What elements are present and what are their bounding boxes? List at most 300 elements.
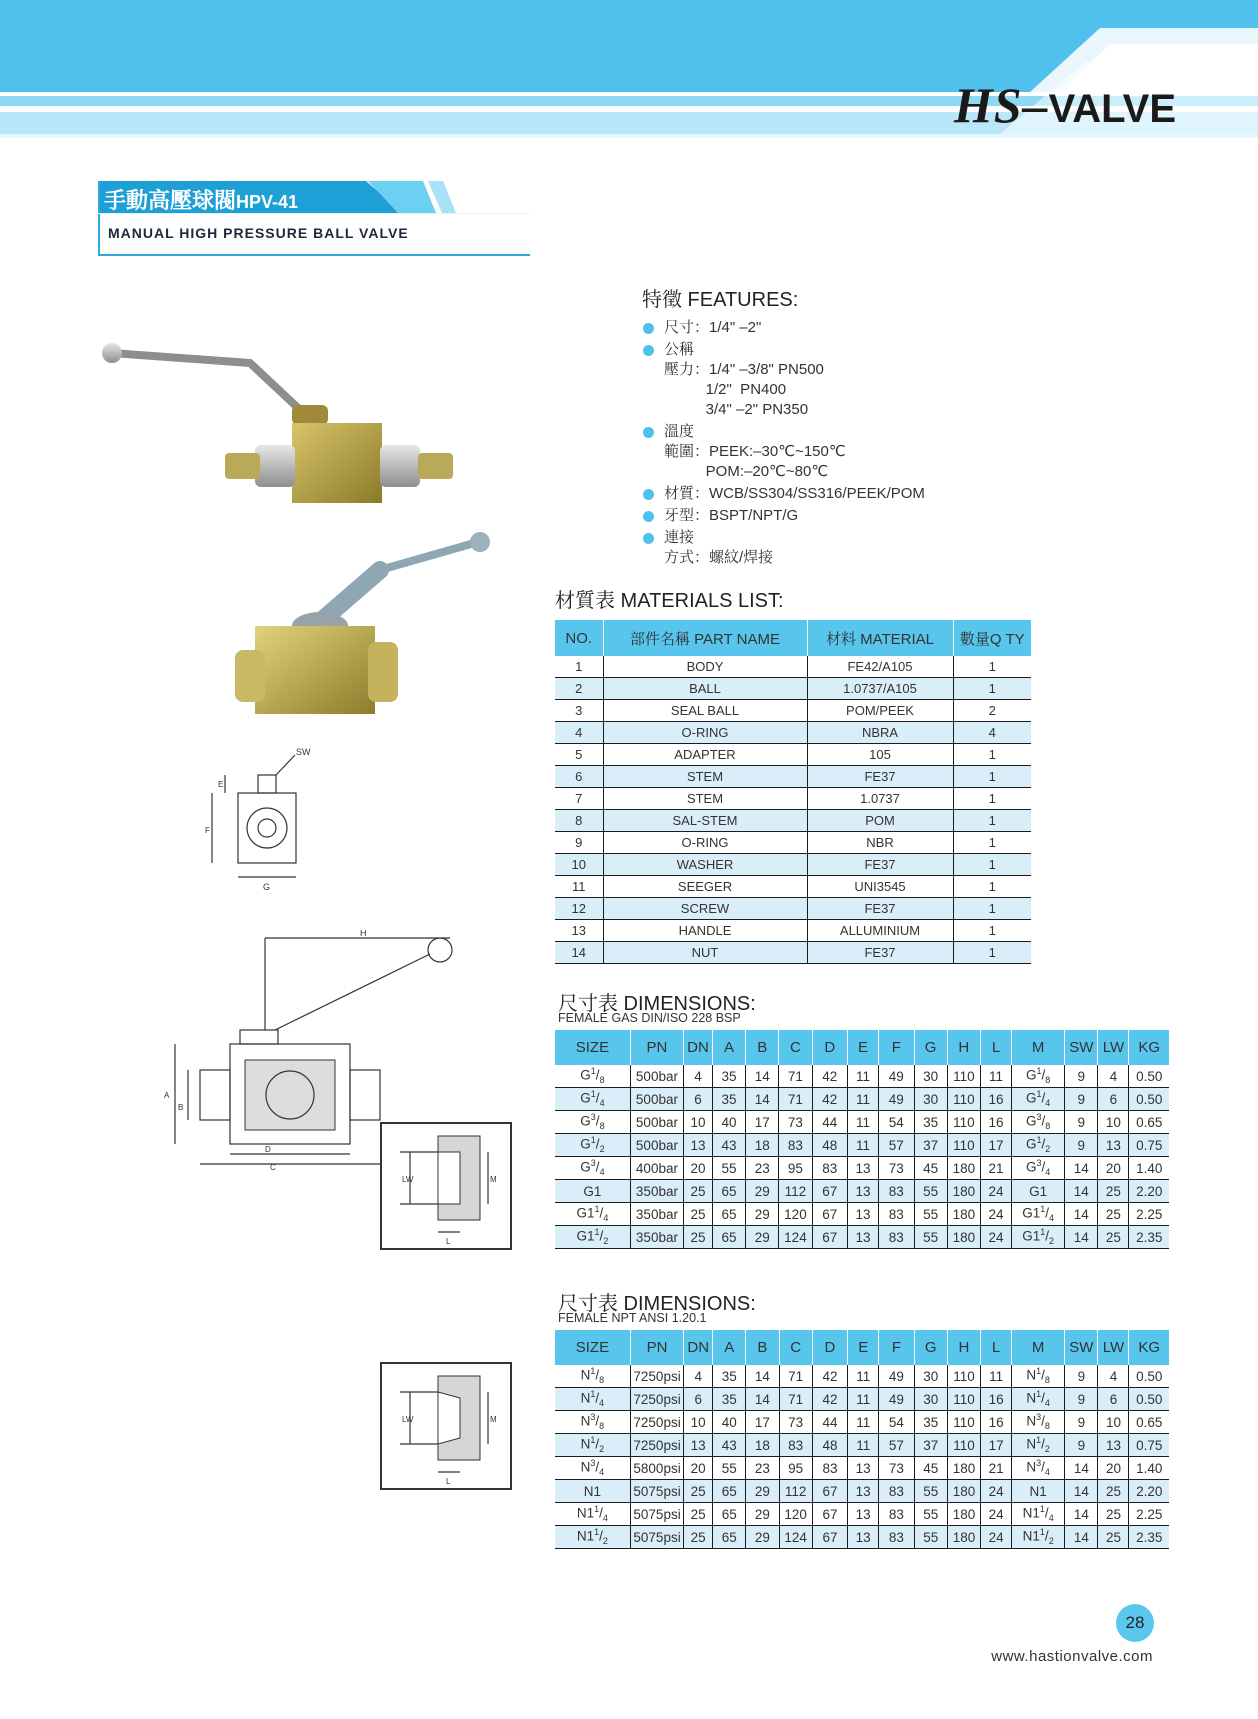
dimensions-cell: 67	[812, 1526, 847, 1549]
dimensions-cell: 24	[981, 1480, 1012, 1503]
dimensions-cell: 25	[684, 1480, 713, 1503]
materials-cell: 14	[555, 942, 603, 964]
dimensions-cell: 71	[779, 1065, 812, 1088]
dimensions-header-cell: L	[981, 1330, 1012, 1365]
dimensions-cell: 25	[1098, 1526, 1129, 1549]
npt-label-l: L	[446, 1477, 451, 1486]
dimensions-cell: 83	[879, 1503, 914, 1526]
dimensions-cell: 0.50	[1129, 1365, 1169, 1388]
dimensions-cell: 25	[1098, 1203, 1129, 1226]
brand-valve: VALVE	[1048, 87, 1176, 131]
dimensions-cell: 25	[1098, 1226, 1129, 1249]
dimensions-cell: 37	[914, 1434, 947, 1457]
dimensions-header-cell: E	[848, 1330, 879, 1365]
bullet-icon	[643, 489, 654, 500]
materials-row	[555, 832, 1031, 854]
features-list	[642, 318, 1062, 568]
dimensions-cell: 20	[1098, 1157, 1129, 1180]
dimensions-cell: 21	[980, 1157, 1011, 1180]
dimensions-cell: 73	[779, 1111, 812, 1134]
dimensions-cell: 83	[879, 1203, 914, 1226]
dimensions-cell: $G^1/_8$	[555, 1065, 630, 1088]
dimensions-cell: 83	[879, 1480, 914, 1503]
dimensions-cell: 110	[947, 1088, 980, 1111]
dimensions-cell: 10	[684, 1111, 713, 1134]
dimensions-cell: $N^1/_2$	[1012, 1434, 1065, 1457]
feature-line: 1/2" PN400	[664, 381, 787, 398]
dimensions-cell: 180	[947, 1180, 980, 1203]
feature-line: 連接	[664, 529, 695, 546]
dimensions-cell: $N1^1/_2$	[1012, 1526, 1065, 1549]
feature-line: 壓力：1/4" –3/8" PN500	[664, 361, 824, 378]
dimensions-header-cell: KG	[1129, 1330, 1169, 1365]
dimensions-cell: 0.75	[1129, 1134, 1169, 1157]
dimensions-cell: 7250psi	[630, 1365, 683, 1388]
dimensions-cell: $G^3/_8$	[1012, 1111, 1065, 1134]
front-view-drawing	[200, 745, 350, 905]
dimensions-cell: 29	[746, 1503, 779, 1526]
dimensions-cell: 2.20	[1129, 1180, 1169, 1203]
dimensions-cell: 9	[1065, 1134, 1098, 1157]
dimensions-cell: 6	[684, 1088, 713, 1111]
dimensions-cell: 29	[746, 1180, 779, 1203]
dimensions-cell: 2.20	[1129, 1480, 1169, 1503]
dimensions-cell: 55	[914, 1480, 947, 1503]
dimensions-bsp-body	[555, 1065, 1169, 1249]
materials-cell: O-RING	[603, 722, 807, 744]
dimensions-cell: 180	[947, 1503, 980, 1526]
dimensions-header-cell: G	[914, 1030, 947, 1065]
ball-valve-photo-2	[230, 530, 500, 730]
dimensions-cell: $G1^1/_2$	[1012, 1226, 1065, 1249]
dimensions-cell: $G^3/_4$	[1012, 1157, 1065, 1180]
dimensions-header-cell: DN	[684, 1030, 713, 1065]
materials-cell: FE37	[807, 942, 953, 964]
materials-header-cell: 部件名稱 PART NAME	[603, 620, 807, 656]
materials-cell: NBR	[807, 832, 953, 854]
dimensions-header-cell: F	[879, 1330, 914, 1365]
dimensions-cell: 13	[684, 1434, 713, 1457]
materials-row	[555, 678, 1031, 700]
dimensions-cell: 25	[684, 1503, 713, 1526]
dimensions-cell: 1.40	[1129, 1157, 1169, 1180]
dimensions-cell: 0.65	[1129, 1411, 1169, 1434]
dimensions-cell: $N^1/_8$	[555, 1365, 630, 1388]
dimensions-cell: 83	[812, 1157, 847, 1180]
dimensions-cell: N1	[555, 1480, 630, 1503]
dimensions-cell: 9	[1065, 1434, 1098, 1457]
dimensions-cell: 110	[947, 1111, 980, 1134]
dimensions-cell: 73	[879, 1457, 914, 1480]
dimensions-header-cell: PN	[630, 1330, 683, 1365]
dimensions-cell: 7250psi	[630, 1434, 683, 1457]
dimensions-cell: 500bar	[630, 1111, 683, 1134]
dimensions-cell: 55	[914, 1226, 947, 1249]
dimensions-cell: 55	[914, 1180, 947, 1203]
dimensions-header-cell: F	[879, 1030, 914, 1065]
dimensions-cell: 2.35	[1129, 1526, 1169, 1549]
dimensions-cell: 49	[879, 1388, 914, 1411]
npt-label-m: M	[490, 1415, 497, 1424]
dimensions-cell: 25	[684, 1203, 713, 1226]
feature-line: 材質：WCB/SS304/SS316/PEEK/POM	[664, 485, 925, 502]
dimensions-cell: 24	[980, 1226, 1011, 1249]
dimensions-cell: 11	[848, 1388, 879, 1411]
dimensions-cell: 4	[684, 1065, 713, 1088]
dimensions-cell: 14	[1065, 1203, 1098, 1226]
dimensions-cell: 25	[684, 1226, 713, 1249]
dimensions-cell: 25	[684, 1526, 713, 1549]
dimensions-row	[555, 1180, 1169, 1203]
dimensions-cell: 110	[947, 1388, 980, 1411]
materials-cell: 1	[953, 898, 1031, 920]
materials-cell: FE37	[807, 766, 953, 788]
bullet-icon	[643, 533, 654, 544]
dimensions-cell: 65	[713, 1480, 746, 1503]
dimensions-cell: 6	[684, 1388, 713, 1411]
dimensions-cell: $N1^1/_4$	[555, 1503, 630, 1526]
dimensions-cell: 55	[712, 1157, 745, 1180]
dimensions-cell: 24	[980, 1203, 1011, 1226]
dimensions-cell: 71	[779, 1365, 812, 1388]
materials-cell: 13	[555, 920, 603, 942]
dimensions-cell: 11	[848, 1434, 879, 1457]
dimensions-cell: 14	[1065, 1157, 1098, 1180]
dimensions-cell: 110	[947, 1434, 980, 1457]
dimensions-npt-title: 尺寸表 DIMENSIONS:	[558, 1293, 756, 1315]
label-sw: SW	[296, 747, 311, 757]
materials-cell: 2	[555, 678, 603, 700]
dimensions-cell: 49	[879, 1065, 914, 1088]
dimensions-cell: 9	[1065, 1088, 1098, 1111]
dimensions-cell: $G^3/_8$	[555, 1111, 630, 1134]
dimensions-cell: 95	[779, 1457, 812, 1480]
materials-header-cell: 材料 MATERIAL	[807, 620, 953, 656]
dimensions-cell: 65	[712, 1180, 745, 1203]
dimensions-cell: 20	[684, 1457, 713, 1480]
dimensions-cell: 180	[947, 1226, 980, 1249]
materials-row	[555, 942, 1031, 964]
dimensions-cell: 180	[947, 1157, 980, 1180]
dimensions-npt-header-row	[555, 1330, 1169, 1365]
materials-cell: HANDLE	[603, 920, 807, 942]
feature-line: 方式：螺紋/焊接	[664, 549, 774, 566]
label-a: A	[164, 1091, 170, 1100]
dimensions-cell: 30	[914, 1388, 947, 1411]
dimensions-cell: 500bar	[630, 1088, 683, 1111]
dimensions-cell: 0.65	[1129, 1111, 1169, 1134]
dimensions-cell: 57	[879, 1134, 914, 1157]
dimensions-cell: 25	[684, 1180, 713, 1203]
dimensions-cell: $G1^1/_4$	[555, 1203, 630, 1226]
dimensions-cell: 5075psi	[630, 1480, 683, 1503]
dimensions-header-cell: A	[713, 1330, 746, 1365]
dimensions-cell: 20	[684, 1157, 713, 1180]
dimensions-cell: 110	[947, 1065, 980, 1088]
dimensions-cell: 10	[1098, 1411, 1129, 1434]
dimensions-cell: 0.50	[1129, 1388, 1169, 1411]
dimensions-cell: $N1^1/_4$	[1012, 1503, 1065, 1526]
feature-line: POM:–20℃~80℃	[664, 463, 829, 480]
materials-cell: 11	[555, 876, 603, 898]
dimensions-row	[555, 1434, 1169, 1457]
dimensions-cell: 11	[980, 1065, 1011, 1088]
dimensions-cell: 83	[812, 1457, 847, 1480]
materials-cell: SAL-STEM	[603, 810, 807, 832]
dimensions-cell: 180	[947, 1526, 980, 1549]
dimensions-cell: 67	[812, 1226, 847, 1249]
label-f: F	[205, 826, 210, 835]
feature-item	[642, 528, 1062, 568]
bullet-icon	[643, 323, 654, 334]
dimensions-cell: 500bar	[630, 1134, 683, 1157]
dimensions-header-cell: D	[812, 1030, 847, 1065]
dimensions-cell: 42	[812, 1065, 847, 1088]
dimensions-cell: $G^1/_8$	[1012, 1065, 1065, 1088]
materials-cell: 10	[555, 854, 603, 876]
dimensions-cell: 14	[1065, 1180, 1098, 1203]
materials-cell: ADAPTER	[603, 744, 807, 766]
dimensions-cell: 13	[848, 1180, 879, 1203]
features-heading: 特徵 FEATURES:	[642, 289, 799, 311]
dimensions-cell: 11	[848, 1365, 879, 1388]
dimensions-cell: 65	[713, 1526, 746, 1549]
dimensions-row	[555, 1157, 1169, 1180]
dimensions-cell: 40	[713, 1411, 746, 1434]
dimensions-cell: 14	[746, 1365, 779, 1388]
dimensions-cell: 14	[1065, 1526, 1098, 1549]
dimensions-cell: 6	[1098, 1388, 1129, 1411]
materials-cell: SEAL BALL	[603, 700, 807, 722]
dimensions-header-cell: KG	[1129, 1030, 1169, 1065]
brand-logo	[954, 76, 1176, 134]
product-model: HPV-41	[236, 192, 299, 212]
dimensions-cell: 65	[712, 1226, 745, 1249]
dimensions-cell: 48	[812, 1134, 847, 1157]
materials-row	[555, 788, 1031, 810]
materials-row	[555, 876, 1031, 898]
dimensions-cell: 11	[848, 1411, 879, 1434]
dimensions-header-cell: LW	[1098, 1330, 1129, 1365]
materials-cell: NUT	[603, 942, 807, 964]
dimensions-cell: 35	[914, 1411, 947, 1434]
dimensions-cell: 5800psi	[630, 1457, 683, 1480]
materials-cell: WASHER	[603, 854, 807, 876]
dimensions-row	[555, 1480, 1169, 1503]
dimensions-cell: $G1^1/_4$	[1012, 1203, 1065, 1226]
materials-cell: STEM	[603, 788, 807, 810]
dimensions-cell: 350bar	[630, 1226, 683, 1249]
dimensions-cell: 14	[1065, 1503, 1098, 1526]
page-number: 28	[1116, 1604, 1154, 1642]
materials-cell: O-RING	[603, 832, 807, 854]
dimensions-cell: 49	[879, 1365, 914, 1388]
dimensions-cell: 350bar	[630, 1203, 683, 1226]
dimensions-cell: 5075psi	[630, 1526, 683, 1549]
dimensions-cell: 29	[746, 1480, 779, 1503]
dimensions-cell: 16	[981, 1388, 1012, 1411]
dimensions-header-cell: LW	[1098, 1030, 1129, 1065]
materials-row	[555, 810, 1031, 832]
dimensions-row	[555, 1203, 1169, 1226]
dimensions-cell: 13	[848, 1503, 879, 1526]
dimensions-cell: 17	[746, 1411, 779, 1434]
dimensions-cell: 73	[879, 1157, 914, 1180]
dimensions-header-cell: M	[1012, 1330, 1065, 1365]
dimensions-cell: 35	[713, 1388, 746, 1411]
materials-cell: 2	[953, 700, 1031, 722]
dimensions-cell: 55	[713, 1457, 746, 1480]
dimensions-cell: 37	[914, 1134, 947, 1157]
dimensions-row	[555, 1503, 1169, 1526]
dimensions-cell: 11	[848, 1065, 879, 1088]
materials-cell: POM/PEEK	[807, 700, 953, 722]
dimensions-cell: 110	[947, 1365, 980, 1388]
brand-hs: HS	[953, 77, 1023, 133]
materials-cell: SEEGER	[603, 876, 807, 898]
dimensions-cell: 57	[879, 1434, 914, 1457]
dimensions-cell: 44	[812, 1111, 847, 1134]
materials-cell: 1	[953, 876, 1031, 898]
dimensions-npt-table	[555, 1330, 1169, 1549]
dimensions-cell: 13	[1098, 1134, 1129, 1157]
materials-cell: FE37	[807, 898, 953, 920]
features-section	[642, 283, 1062, 570]
brand-dash: –	[1022, 77, 1049, 133]
dimensions-cell: 49	[879, 1088, 914, 1111]
dimensions-cell: 95	[779, 1157, 812, 1180]
materials-cell: STEM	[603, 766, 807, 788]
materials-header-cell: NO.	[555, 620, 603, 656]
materials-cell: 1	[555, 656, 603, 678]
dimensions-cell: 124	[779, 1526, 812, 1549]
dimensions-cell: $N^1/_4$	[555, 1388, 630, 1411]
materials-cell: POM	[807, 810, 953, 832]
dimensions-cell: 67	[812, 1503, 847, 1526]
dimensions-row	[555, 1111, 1169, 1134]
dimensions-cell: 4	[684, 1365, 713, 1388]
dimensions-cell: 1.40	[1129, 1457, 1169, 1480]
dimensions-cell: $G^1/_2$	[555, 1134, 630, 1157]
feature-item	[642, 340, 1062, 420]
materials-cell: SCREW	[603, 898, 807, 920]
dimensions-cell: 0.75	[1129, 1434, 1169, 1457]
materials-cell: 1	[953, 854, 1031, 876]
dimensions-cell: 0.50	[1129, 1065, 1169, 1088]
dimensions-cell: 11	[848, 1134, 879, 1157]
dimensions-row	[555, 1088, 1169, 1111]
dimensions-cell: 45	[914, 1457, 947, 1480]
dimensions-bsp-title: 尺寸表 DIMENSIONS:	[558, 993, 756, 1015]
dimensions-cell: 14	[746, 1065, 779, 1088]
dimensions-cell: 9	[1065, 1365, 1098, 1388]
feature-item	[642, 422, 1062, 482]
dimensions-cell: $G^3/_4$	[555, 1157, 630, 1180]
dimensions-cell: $N^1/_8$	[1012, 1365, 1065, 1388]
dimensions-cell: 29	[746, 1226, 779, 1249]
dimensions-cell: 180	[947, 1203, 980, 1226]
dimensions-cell: 0.50	[1129, 1088, 1169, 1111]
dimensions-cell: 13	[1098, 1434, 1129, 1457]
materials-cell: 9	[555, 832, 603, 854]
dimensions-cell: 112	[779, 1180, 812, 1203]
dimensions-cell: 10	[684, 1411, 713, 1434]
dimensions-cell: 24	[981, 1503, 1012, 1526]
materials-row	[555, 722, 1031, 744]
dimensions-cell: N1	[1012, 1480, 1065, 1503]
materials-cell: 1	[953, 920, 1031, 942]
dimensions-cell: 112	[779, 1480, 812, 1503]
materials-row	[555, 656, 1031, 678]
bullet-icon	[643, 511, 654, 522]
dimensions-cell: 180	[947, 1480, 980, 1503]
materials-cell: 6	[555, 766, 603, 788]
dimensions-cell: 30	[914, 1065, 947, 1088]
dimensions-header-cell: L	[980, 1030, 1011, 1065]
dimensions-cell: 13	[848, 1203, 879, 1226]
dimensions-cell: 43	[713, 1434, 746, 1457]
materials-table	[555, 620, 1031, 964]
dimensions-cell: G1	[1012, 1180, 1065, 1203]
dimensions-cell: 42	[812, 1088, 847, 1111]
dimensions-cell: 23	[746, 1157, 779, 1180]
dimensions-header-cell: C	[779, 1030, 812, 1065]
label-b: B	[178, 1103, 184, 1112]
dimensions-cell: 110	[947, 1411, 980, 1434]
bsp-port-detail-drawing	[380, 1122, 512, 1250]
dimensions-header-cell: E	[848, 1030, 879, 1065]
dimensions-cell: 43	[712, 1134, 745, 1157]
bullet-icon	[643, 345, 654, 356]
dimensions-header-cell: G	[914, 1330, 947, 1365]
materials-cell: 1	[953, 656, 1031, 678]
label-d: D	[265, 1145, 271, 1154]
bsp-label-m: M	[490, 1175, 497, 1184]
dimensions-cell: 29	[746, 1526, 779, 1549]
dimensions-cell: 40	[712, 1111, 745, 1134]
label-c: C	[270, 1163, 276, 1170]
dimensions-cell: 29	[746, 1203, 779, 1226]
dimensions-cell: 55	[914, 1526, 947, 1549]
dimensions-cell: 9	[1065, 1065, 1098, 1088]
materials-row	[555, 700, 1031, 722]
dimensions-cell: 9	[1065, 1111, 1098, 1134]
dimensions-cell: $N^3/_8$	[555, 1411, 630, 1434]
dimensions-cell: 73	[779, 1411, 812, 1434]
materials-title: 材質表 MATERIALS LIST:	[555, 590, 784, 612]
dimensions-cell: 25	[1098, 1480, 1129, 1503]
materials-cell: UNI3545	[807, 876, 953, 898]
materials-cell: NBRA	[807, 722, 953, 744]
dimensions-cell: 2.25	[1129, 1203, 1169, 1226]
dimensions-cell: 83	[779, 1434, 812, 1457]
dimensions-cell: 71	[779, 1388, 812, 1411]
feature-line: 尺寸：1/4" –2"	[664, 319, 762, 336]
dimensions-cell: 9	[1065, 1388, 1098, 1411]
dimensions-header-cell: DN	[684, 1330, 713, 1365]
dimensions-cell: 48	[812, 1434, 847, 1457]
dimensions-cell: 67	[812, 1480, 847, 1503]
materials-cell: ALLUMINIUM	[807, 920, 953, 942]
dimensions-header-cell: SW	[1065, 1030, 1098, 1065]
dimensions-cell: 35	[712, 1088, 745, 1111]
dimensions-header-cell: M	[1012, 1030, 1065, 1065]
dimensions-cell: $N^3/_8$	[1012, 1411, 1065, 1434]
dimensions-cell: 11	[848, 1088, 879, 1111]
dimensions-cell: 13	[848, 1226, 879, 1249]
dimensions-cell: 14	[746, 1388, 779, 1411]
dimensions-cell: 18	[746, 1434, 779, 1457]
